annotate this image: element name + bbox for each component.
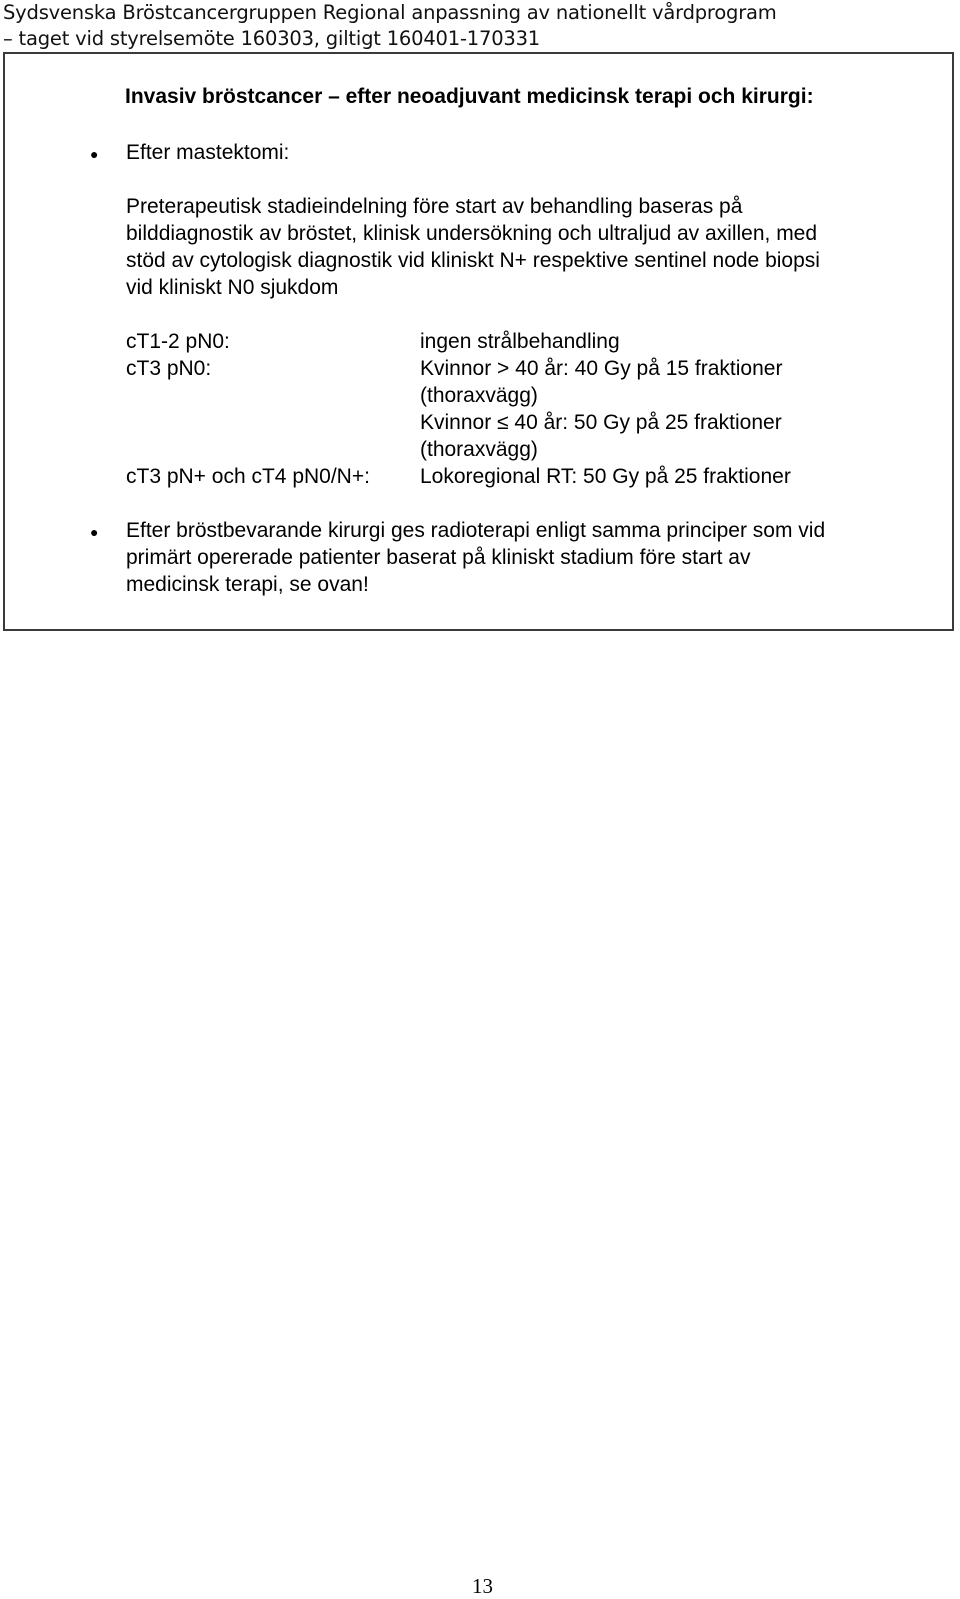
paragraph-line: vid kliniskt N0 sjukdom <box>126 276 339 299</box>
stage-treatment: (thoraxvägg) <box>420 438 538 461</box>
paragraph-line: Preterapeutisk stadieindelning före start av behandling baseras på <box>126 195 743 218</box>
paragraph-line: stöd av cytologisk diagnostik vid kliniskt N+ respektive sentinel node biopsi <box>126 249 820 272</box>
bullet2-line: Efter bröstbevarande kirurgi ges radioterapi enligt samma principer som vid <box>126 519 826 542</box>
bullet-icon: ● <box>90 146 99 162</box>
stage-label: cT3 pN0: <box>126 357 212 380</box>
stage-treatment: Kvinnor > 40 år: 40 Gy på 15 fraktioner <box>420 357 783 380</box>
bullet2-line: medicinsk terapi, se ovan! <box>126 573 369 596</box>
box-title: Invasiv bröstcancer – efter neoadjuvant medicinsk terapi och kirurgi: <box>125 85 814 108</box>
page-header <box>3 0 777 52</box>
stage-treatment: Lokoregional RT: 50 Gy på 25 fraktioner <box>420 465 791 488</box>
bullet2-line: primärt opererade patienter baserat på kliniskt stadium före start av <box>126 546 751 569</box>
stage-label: cT1-2 pN0: <box>126 330 230 353</box>
stage-treatment: Kvinnor ≤ 40 år: 50 Gy på 25 fraktioner <box>420 411 782 434</box>
bullet1-heading: Efter mastektomi: <box>126 141 290 164</box>
header-line-1: Sydsvenska Bröstcancergruppen Regional anpassning av nationellt vårdprogram <box>3 1 777 24</box>
stage-label: cT3 pN+ och cT4 pN0/N+: <box>126 465 370 488</box>
bullet-icon: ● <box>90 524 99 540</box>
page-number: 13 <box>472 1574 493 1598</box>
paragraph-line: bilddiagnostik av bröstet, klinisk undersökning och ultraljud av axillen, med <box>126 222 818 245</box>
header-line-2: – taget vid styrelsemöte 160303, giltigt 160401-170331 <box>3 27 541 50</box>
stage-treatment: ingen strålbehandling <box>420 330 620 353</box>
stage-treatment: (thoraxvägg) <box>420 384 538 407</box>
